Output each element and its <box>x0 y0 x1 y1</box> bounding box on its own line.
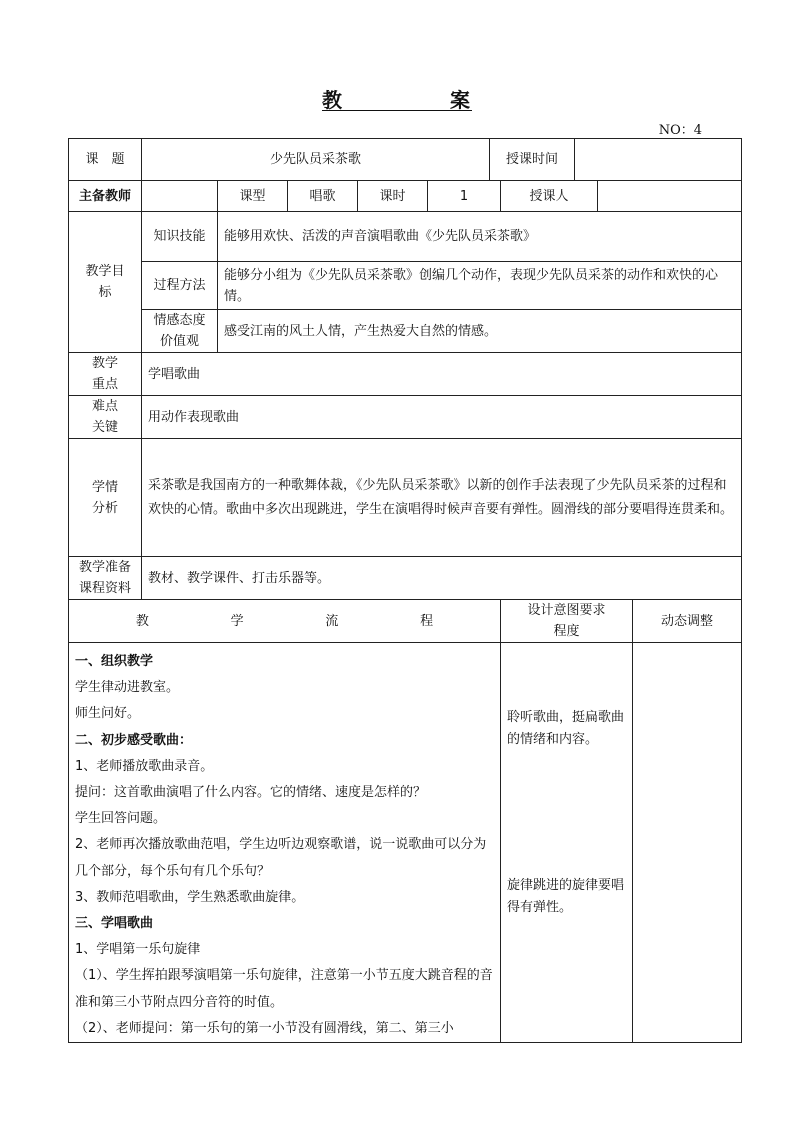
intent-note: 聆听歌曲，挺扁歌曲的情绪和内容。 <box>507 710 625 747</box>
intent-header: 设计意图要求程度 <box>501 600 633 643</box>
process-line: 提问：这首歌曲演唱了什么内容。它的情绪、速度是怎样的？ <box>75 785 427 801</box>
hours-label: 课时 <box>358 181 428 212</box>
process-line: （1）、学生挥拍跟琴演唱第一乐句旋律，注意第一小节五度大跳音程的音准和第三小节附点四分音符的时值。 <box>75 968 493 1010</box>
materials-label: 教学准备课程资料 <box>69 557 142 600</box>
time-label: 授课时间 <box>490 139 575 181</box>
lecturer-value <box>598 181 742 212</box>
intent-note: 旋律跳进的旋律要唱得有弹性。 <box>507 878 625 915</box>
title-char-2: 案 <box>450 88 470 112</box>
process-line: 3、教师范唱歌曲，学生熟悉歌曲旋律。 <box>75 889 305 905</box>
goal-value: 能够分小组为《少先队员采茶歌》创编几个动作，表现少先队员采茶的动作和欢快的心情。 <box>218 262 742 310</box>
process-header <box>69 600 501 643</box>
intent-spacer <box>507 751 626 875</box>
process-line: 二、初步感受歌曲： <box>75 732 193 748</box>
title-char-1: 教 <box>322 88 342 112</box>
goal-key: 过程方法 <box>142 262 218 310</box>
goal-key: 知识技能 <box>142 212 218 262</box>
process-content <box>69 643 501 1043</box>
intent-content <box>501 643 633 1043</box>
lesson-plan-table <box>68 138 742 1043</box>
process-line: （2）、老师提问：第一乐句的第一小节没有圆滑线，第二、第三小 <box>75 1020 454 1036</box>
adjust-content <box>633 643 742 1043</box>
type-label: 课型 <box>218 181 288 212</box>
time-value <box>575 139 742 181</box>
goals-label: 教学目标 <box>69 212 142 353</box>
process-header-char: 学 <box>230 613 244 629</box>
materials-value: 教材、教学课件、打击乐器等。 <box>142 557 742 600</box>
difficulty-value: 用动作表现歌曲 <box>142 396 742 439</box>
goal-value: 感受江南的风土人情，产生热爱大自然的情感。 <box>218 310 742 353</box>
lesson-label: 课 题 <box>69 139 142 181</box>
process-header-char: 教 <box>135 613 149 629</box>
lecturer-label: 授课人 <box>501 181 598 212</box>
process-line: 1、老师播放歌曲录音。 <box>75 758 214 774</box>
process-header-char: 程 <box>420 613 434 629</box>
difficulty-label: 难点关键 <box>69 396 142 439</box>
process-line: 学生律动进教室。 <box>75 680 180 696</box>
process-line: 学生回答问题。 <box>75 811 167 827</box>
process-line: 2、老师再次播放歌曲范唱，学生边听边观察歌谱，说一说歌曲可以分为几个部分，每个乐句有几个乐句？ <box>75 837 487 879</box>
goal-key: 情感态度价值观 <box>142 310 218 353</box>
title-underline <box>322 110 472 111</box>
analysis-label: 学情分析 <box>69 439 142 557</box>
lesson-value: 少先队员采茶歌 <box>142 139 490 181</box>
analysis-value: 采茶歌是我国南方的一种歌舞体裁，《少先队员采茶歌》以新的创作手法表现了少先队员采茶的过程和欢快的心情。歌曲中多次出现跳进，学生在演唱得时候声音要有弹性。圆滑线的部分要唱得连贯柔和。 <box>142 439 742 557</box>
focus-value: 学唱歌曲 <box>142 353 742 396</box>
teacher-value <box>142 181 218 212</box>
focus-label: 教学重点 <box>69 353 142 396</box>
process-line: 一、组织教学 <box>75 654 154 669</box>
process-header-char: 流 <box>325 613 339 629</box>
teacher-label: 主备教师 <box>69 181 142 212</box>
process-line: 1、学唱第一乐句旋律 <box>75 942 201 958</box>
adjust-header: 动态调整 <box>633 600 742 643</box>
process-line: 师生问好。 <box>75 706 141 722</box>
hours-value: 1 <box>428 181 501 212</box>
goal-value: 能够用欢快、活泼的声音演唱歌曲《少先队员采茶歌》 <box>218 212 742 262</box>
process-line: 三、学唱歌曲 <box>75 916 154 932</box>
document-number: NO：4 <box>658 123 702 138</box>
type-value: 唱歌 <box>288 181 358 212</box>
